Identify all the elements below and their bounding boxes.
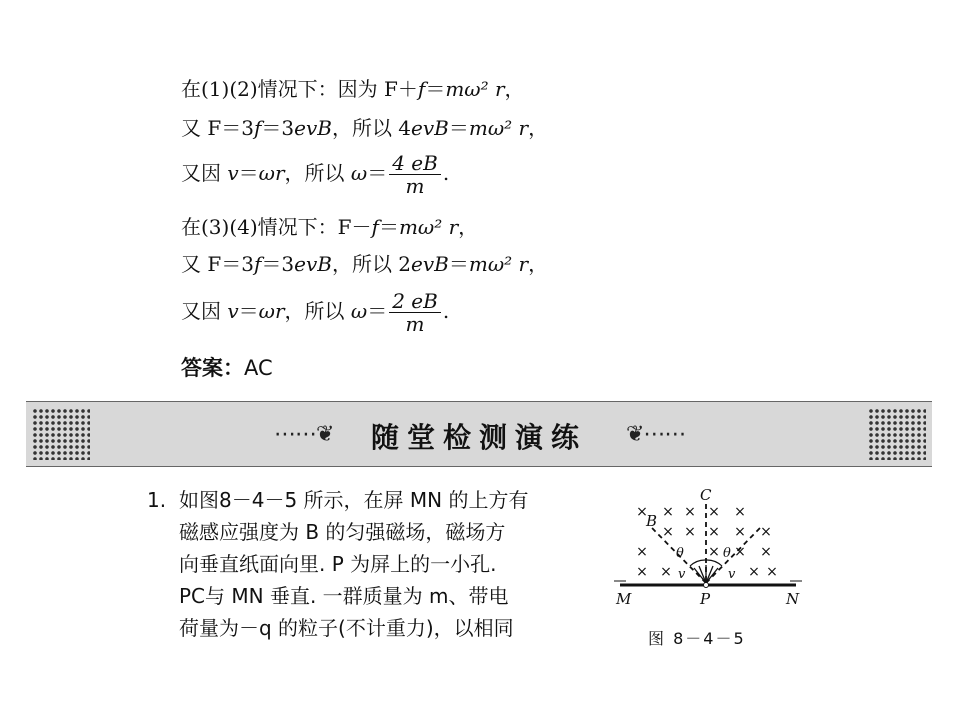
lorentz-term: evB: [294, 252, 332, 276]
friction-symbol: f: [253, 252, 262, 276]
velocity-symbol: v: [227, 299, 239, 323]
punct: .: [442, 299, 450, 323]
label-c: C: [700, 488, 712, 504]
angle-arc-right: [706, 560, 722, 566]
text: ，所以 4: [331, 116, 412, 140]
solution-line-4: [181, 214, 478, 240]
label-v-right: v: [728, 567, 736, 582]
solution-line-6: [181, 290, 449, 335]
fraction-numerator: 2 eB: [389, 290, 441, 313]
problem-number: 1.: [147, 488, 167, 512]
text: ，所以: [284, 299, 351, 323]
solution-line-1: [181, 76, 525, 102]
centripetal-term: mω² r: [468, 252, 529, 276]
field-cross: ×: [636, 544, 648, 560]
magnetic-field-figure: [610, 488, 810, 638]
solution-line-5: [181, 251, 548, 277]
problem-body: [179, 484, 602, 644]
ornament-right-icon: ❦⋯⋯: [626, 422, 686, 447]
problem-line: 荷量为－q 的粒子(不计重力)，以相同: [179, 616, 514, 640]
punct: ，: [528, 116, 549, 140]
text: ，所以: [284, 161, 351, 185]
field-cross: ×: [660, 564, 672, 580]
figure-caption: 图 8－4－5: [648, 629, 746, 648]
equals: ＝: [378, 215, 399, 239]
angle-arc-left: [690, 560, 706, 566]
label-m: M: [616, 590, 632, 608]
punct: ，: [458, 215, 479, 239]
fraction-denominator: m: [405, 312, 425, 336]
friction-symbol: f: [371, 215, 379, 239]
field-cross: ×: [662, 524, 674, 540]
equals: ＝: [238, 161, 259, 185]
text: ，所以 2: [331, 252, 412, 276]
equals: ＝: [367, 299, 388, 323]
section-banner: [26, 401, 932, 467]
text: 又 F＝3: [181, 116, 254, 140]
field-cross: ×: [748, 564, 760, 580]
label-b: B: [646, 512, 658, 530]
friction-symbol: f: [253, 116, 262, 140]
problem-1: [147, 484, 602, 644]
lorentz-term: evB: [411, 116, 449, 140]
label-theta-left: θ: [676, 546, 684, 561]
field-cross: ×: [760, 524, 772, 540]
text: 在(1)(2)情况下：因为 F＋: [181, 77, 418, 101]
velocity-symbol: v: [227, 161, 239, 185]
field-cross: ×: [734, 524, 746, 540]
centripetal-term: mω² r: [468, 116, 529, 140]
centripetal-term: mω² r: [398, 215, 459, 239]
field-cross: ×: [684, 504, 696, 520]
omega-r: ωr: [258, 161, 285, 185]
lorentz-term: evB: [294, 116, 332, 140]
text: 在(3)(4)情况下：F－: [181, 215, 372, 239]
label-p: P: [700, 590, 711, 608]
equals: ＝: [238, 299, 259, 323]
label-theta-right: θ: [723, 546, 731, 561]
field-cross: ×: [708, 524, 720, 540]
lorentz-term: evB: [411, 252, 449, 276]
field-cross: ×: [734, 544, 746, 560]
solution-line-2: [181, 115, 548, 141]
field-cross: ×: [636, 564, 648, 580]
field-cross: ×: [766, 564, 778, 580]
text: 又因: [181, 299, 228, 323]
section-title: 随堂检测演练: [370, 421, 587, 454]
problem-line: 磁感应强度为 B 的匀强磁场，磁场方: [179, 520, 506, 544]
fraction: [389, 290, 441, 335]
punct: ，: [504, 77, 525, 101]
text: 又因: [181, 161, 228, 185]
label-v-left: v: [678, 567, 686, 582]
label-n: N: [786, 590, 800, 608]
text: ＝3: [261, 116, 295, 140]
punct: .: [442, 161, 450, 185]
problem-line: PC与 MN 垂直. 一群质量为 m、带电: [179, 584, 509, 608]
centripetal-term: mω² r: [445, 77, 505, 101]
problem-line: 如图8－4－5 所示，在屏 MN 的上方有: [179, 488, 529, 512]
omega-symbol: ω: [350, 161, 368, 185]
answer: [181, 352, 273, 382]
text: ＝3: [261, 252, 295, 276]
text: 又 F＝3: [181, 252, 254, 276]
fraction-denominator: m: [405, 174, 425, 198]
answer-value: AC: [244, 356, 273, 380]
field-cross: ×: [760, 544, 772, 560]
omega-r: ωr: [258, 299, 285, 323]
field-cross: ×: [636, 504, 648, 520]
fraction: [389, 152, 441, 197]
answer-label: 答案：: [181, 356, 244, 380]
field-cross: ×: [662, 504, 674, 520]
friction-symbol: f: [417, 77, 426, 101]
equals: ＝: [448, 252, 469, 276]
equals: ＝: [425, 77, 446, 101]
hole-p: [704, 583, 709, 588]
equals: ＝: [448, 116, 469, 140]
punct: ，: [528, 252, 549, 276]
field-crosses: [636, 504, 778, 580]
field-cross: ×: [708, 544, 720, 560]
solution-line-3: [181, 152, 449, 197]
equals: ＝: [367, 161, 388, 185]
fraction-numerator: 4 eB: [389, 152, 441, 175]
field-cross: ×: [734, 504, 746, 520]
ornament-left-icon: ⋯⋯❦: [274, 422, 334, 447]
field-cross: ×: [708, 504, 720, 520]
omega-symbol: ω: [350, 299, 368, 323]
problem-line: 向垂直纸面向里. P 为屏上的一小孔.: [179, 552, 497, 576]
field-cross: ×: [684, 524, 696, 540]
